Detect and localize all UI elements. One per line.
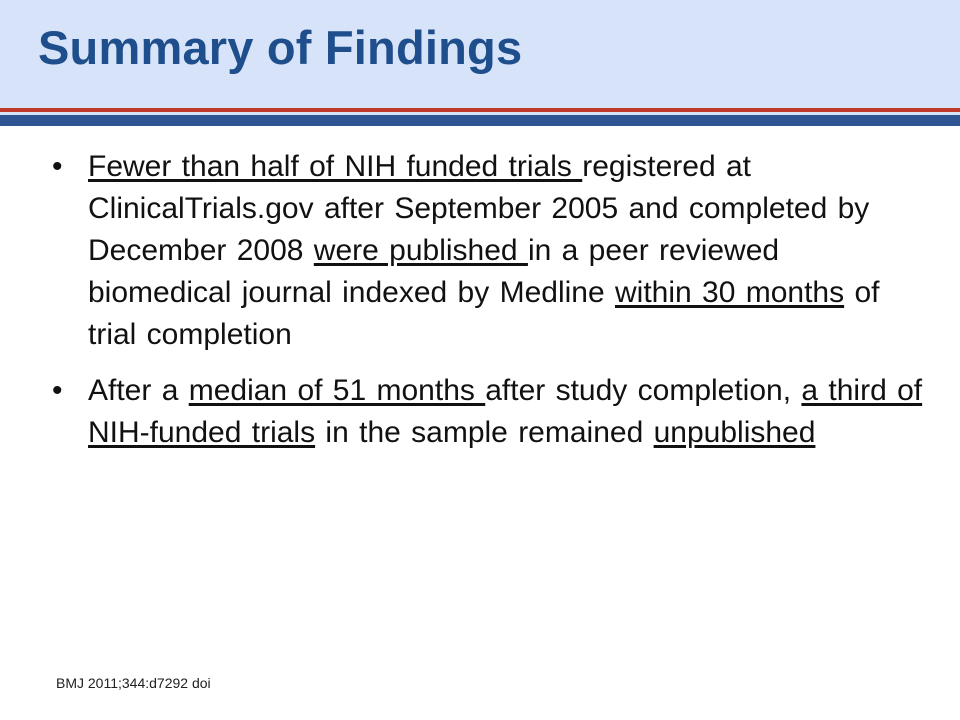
underlined-phrase: were published — [313, 234, 528, 267]
bullet-list — [52, 146, 932, 468]
text-run: After a — [88, 374, 189, 407]
text-run: in a peer reviewed biomedical journal indexed by Medline — [88, 234, 780, 309]
slide-title: Summary of Findings — [38, 21, 523, 74]
underlined-phrase: unpublished — [653, 416, 816, 449]
bullet-text-2 — [88, 374, 922, 449]
bullet-item-1 — [52, 146, 932, 356]
underlined-phrase: Fewer than half of NIH funded trials — [88, 150, 583, 183]
blue-divider-bar — [0, 115, 960, 126]
text-run: of trial completion — [88, 276, 880, 351]
bullet-item-2 — [52, 370, 932, 454]
text-run: in the sample remained — [315, 416, 654, 449]
underlined-phrase: within 30 months — [614, 276, 845, 309]
bullet-marker: • — [52, 374, 63, 407]
underlined-phrase: a third of NIH-funded trials — [88, 374, 923, 449]
underlined-phrase: median of 51 months — [188, 374, 486, 407]
bullet-text-1 — [88, 150, 879, 351]
text-run: registered at ClinicalTrials.gov after September 2005 and completed by December 2008 — [88, 150, 870, 267]
title-banner — [0, 0, 960, 108]
citation-footer: BMJ 2011;344:d7292 doi — [56, 675, 211, 691]
text-run: after study completion, — [485, 374, 802, 407]
bullet-marker: • — [52, 150, 63, 183]
